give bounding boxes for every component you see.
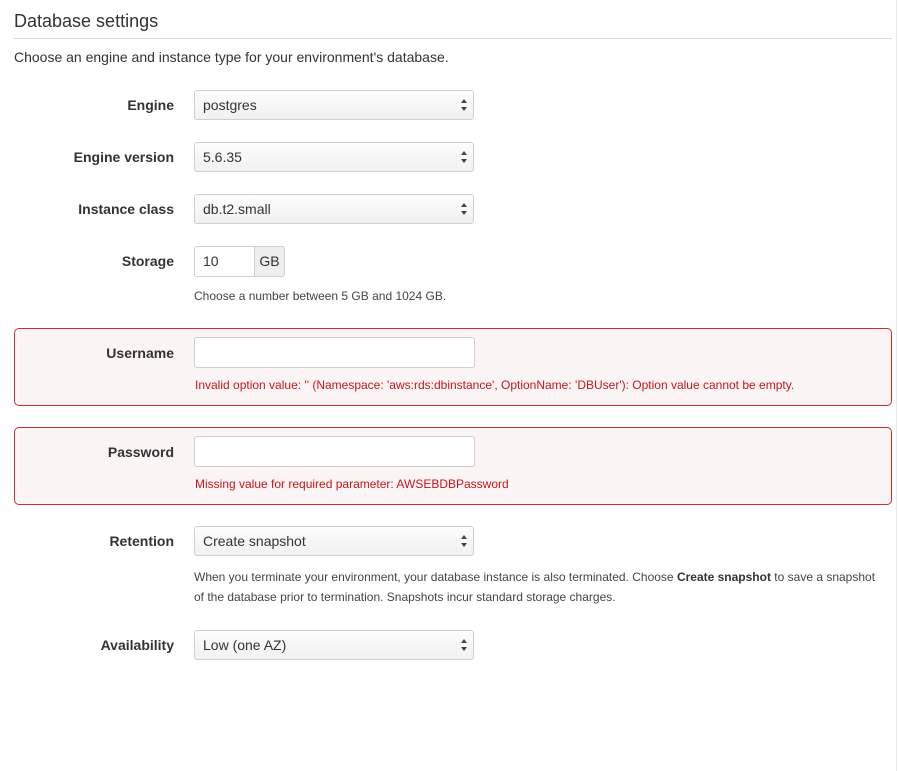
storage-label: Storage [121, 253, 174, 269]
instance-class-select[interactable] [194, 194, 474, 224]
engine-label: Engine [127, 97, 174, 113]
retention-select[interactable] [194, 526, 474, 556]
storage-help-text: Choose a number between 5 GB and 1024 GB. [194, 289, 447, 303]
instance-class-label: Instance class [78, 201, 174, 217]
retention-help-part1: When you terminate your environment, your database instance is also terminated. Choose [194, 570, 677, 584]
title-divider [14, 38, 892, 39]
retention-help-text [194, 567, 886, 607]
storage-input[interactable] [194, 246, 255, 277]
select-arrows-icon [460, 533, 468, 549]
retention-label: Retention [109, 533, 174, 549]
retention-select-value: Create snapshot [203, 533, 306, 549]
engine-version-select-value: 5.6.35 [203, 149, 242, 165]
section-description: Choose an engine and instance type for your environment's database. [14, 49, 449, 65]
username-error-message: Invalid option value: '' (Namespace: 'aws:rds:dbinstance', OptionName: 'DBUser'): Option value cannot be empty. [195, 378, 795, 392]
select-arrows-icon [460, 201, 468, 217]
engine-version-select[interactable] [194, 142, 474, 172]
retention-help-part2: to save a snapshot of the database prior to termination. Snapshots incur standard storage charges. [194, 570, 876, 604]
engine-version-label: Engine version [73, 149, 174, 165]
storage-input-value: 10 [203, 253, 219, 269]
availability-label: Availability [100, 637, 174, 653]
availability-select-value: Low (one AZ) [203, 637, 287, 653]
select-arrows-icon [460, 637, 468, 653]
engine-select[interactable] [194, 90, 474, 120]
section-title: Database settings [14, 11, 159, 31]
password-label: Password [107, 444, 174, 460]
username-input[interactable] [194, 337, 475, 368]
password-input[interactable] [194, 436, 475, 467]
engine-select-value: postgres [203, 97, 257, 113]
username-label: Username [106, 345, 174, 361]
storage-unit-addon: GB [254, 246, 285, 277]
select-arrows-icon [460, 149, 468, 165]
retention-help-bold: Create snapshot [676, 570, 771, 584]
instance-class-select-value: db.t2.small [203, 201, 271, 217]
panel-right-border [896, 0, 897, 771]
availability-select[interactable] [194, 630, 474, 660]
password-error-message: Missing value for required parameter: AWSEBDBPassword [195, 477, 509, 491]
select-arrows-icon [460, 97, 468, 113]
